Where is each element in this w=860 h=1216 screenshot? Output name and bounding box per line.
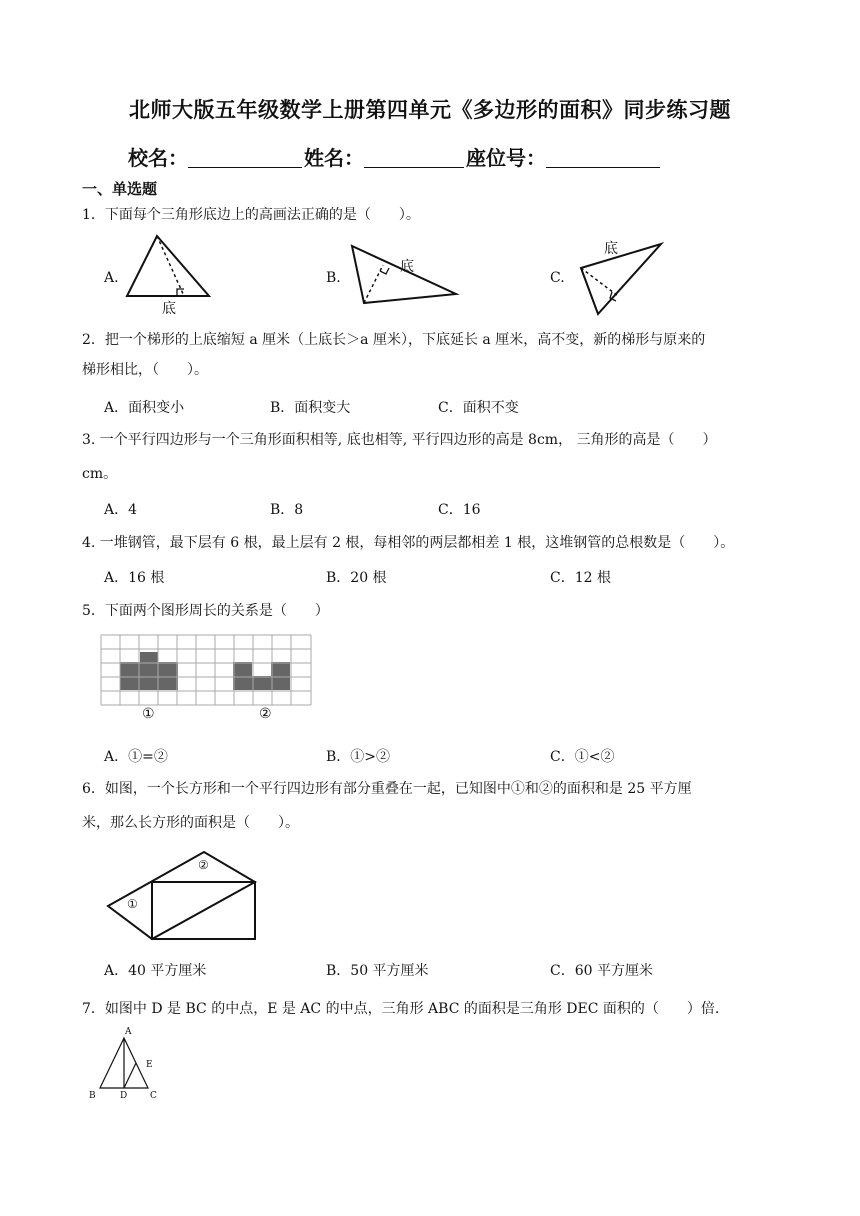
q1-triangle-c-figure — [570, 238, 666, 320]
name-label: 姓名： — [304, 146, 364, 170]
question-2-line-2: 梯形相比，（ ）。 — [82, 362, 208, 378]
q3-option-c[interactable]: C．16 — [438, 502, 481, 518]
q4-option-c[interactable]: C．12 根 — [550, 570, 611, 586]
student-info-line — [128, 142, 662, 171]
q7-point-c: C — [150, 1091, 157, 1101]
q5-figure-1-label: ① — [142, 706, 155, 722]
q5-shape-1 — [120, 652, 178, 690]
question-6-line-1: 6．如图，一个长方形和一个平行四边形有部分重叠在一起，已知图中①和②的面积和是 25 平方厘 — [82, 781, 692, 797]
question-3-line-1: 3. 一个平行四边形与一个三角形面积相等, 底也相等, 平行四边形的高是 8cm， 三角形的高是（ ） — [82, 432, 717, 448]
q6-overlap-figure — [100, 846, 264, 946]
q6-option-c[interactable]: C．60 平方厘米 — [550, 963, 653, 979]
seat-blank[interactable] — [546, 147, 660, 168]
q6-option-a[interactable]: A．40 平方厘米 — [104, 963, 207, 979]
q1-c-base-label: 底 — [604, 241, 618, 257]
page-title: 北师大版五年级数学上册第四单元《多边形的面积》同步练习题 — [129, 98, 731, 122]
q5-option-a[interactable]: A．①=② — [104, 749, 168, 765]
q5-option-b[interactable]: B．①>② — [326, 749, 391, 765]
school-blank[interactable] — [188, 147, 302, 168]
q3-option-b[interactable]: B．8 — [270, 502, 304, 518]
q3-option-a[interactable]: A．4 — [104, 502, 138, 518]
question-4-text: 4. 一堆钢管，最下层有 6 根，最上层有 2 根，每相邻的两层都相差 1 根，这堆钢管的总根数是（ ）。 — [82, 535, 735, 551]
q6-option-b[interactable]: B．50 平方厘米 — [326, 963, 429, 979]
q7-triangle-figure — [96, 1036, 152, 1092]
question-6-line-2: 米，那么长方形的面积是（ ）。 — [82, 815, 299, 831]
q4-option-a[interactable]: A．16 根 — [104, 570, 165, 586]
q2-option-c[interactable]: C．面积不变 — [438, 400, 519, 416]
q5-shape-2 — [233, 662, 290, 690]
q5-figure-2-label: ② — [259, 706, 272, 722]
q7-point-e: E — [146, 1060, 153, 1070]
question-2-line-1: 2．把一个梯形的上底缩短 a 厘米（上底长＞a 厘米），下底延长 a 厘米，高不变，新的梯形与原来的 — [82, 332, 706, 348]
q5-grid-figure — [100, 634, 312, 706]
q7-point-d: D — [120, 1091, 128, 1101]
q1-option-c[interactable]: C. — [550, 270, 565, 286]
question-7-text: 7．如图中 D 是 BC 的中点，E 是 AC 的中点，三角形 ABC 的面积是三角形 DEC 面积的（ ）倍. — [82, 1001, 720, 1017]
school-label: 校名： — [128, 146, 188, 170]
q1-option-a[interactable]: A. — [104, 270, 119, 286]
q7-point-a: A — [125, 1027, 132, 1037]
q5-option-c[interactable]: C．①<② — [550, 749, 615, 765]
q1-a-base-label: 底 — [162, 301, 176, 317]
question-5-text: 5．下面两个图形周长的关系是（ ） — [82, 603, 329, 619]
seat-label: 座位号： — [466, 146, 546, 170]
q6-region-1-label: ① — [127, 897, 138, 911]
q1-option-b[interactable]: B. — [326, 270, 341, 286]
question-1-text: 1．下面每个三角形底边上的高画法正确的是（ ）。 — [82, 207, 420, 223]
q7-point-b: B — [89, 1091, 96, 1101]
q6-region-2-label: ② — [198, 858, 209, 872]
q2-option-b[interactable]: B．面积变大 — [270, 400, 351, 416]
q4-option-b[interactable]: B．20 根 — [326, 570, 387, 586]
section-title: 一、单选题 — [82, 180, 158, 198]
q1-b-base-label: 底 — [400, 259, 414, 275]
q2-option-a[interactable]: A．面积变小 — [104, 400, 185, 416]
question-3-line-2: cm。 — [82, 466, 118, 482]
name-blank[interactable] — [364, 147, 464, 168]
